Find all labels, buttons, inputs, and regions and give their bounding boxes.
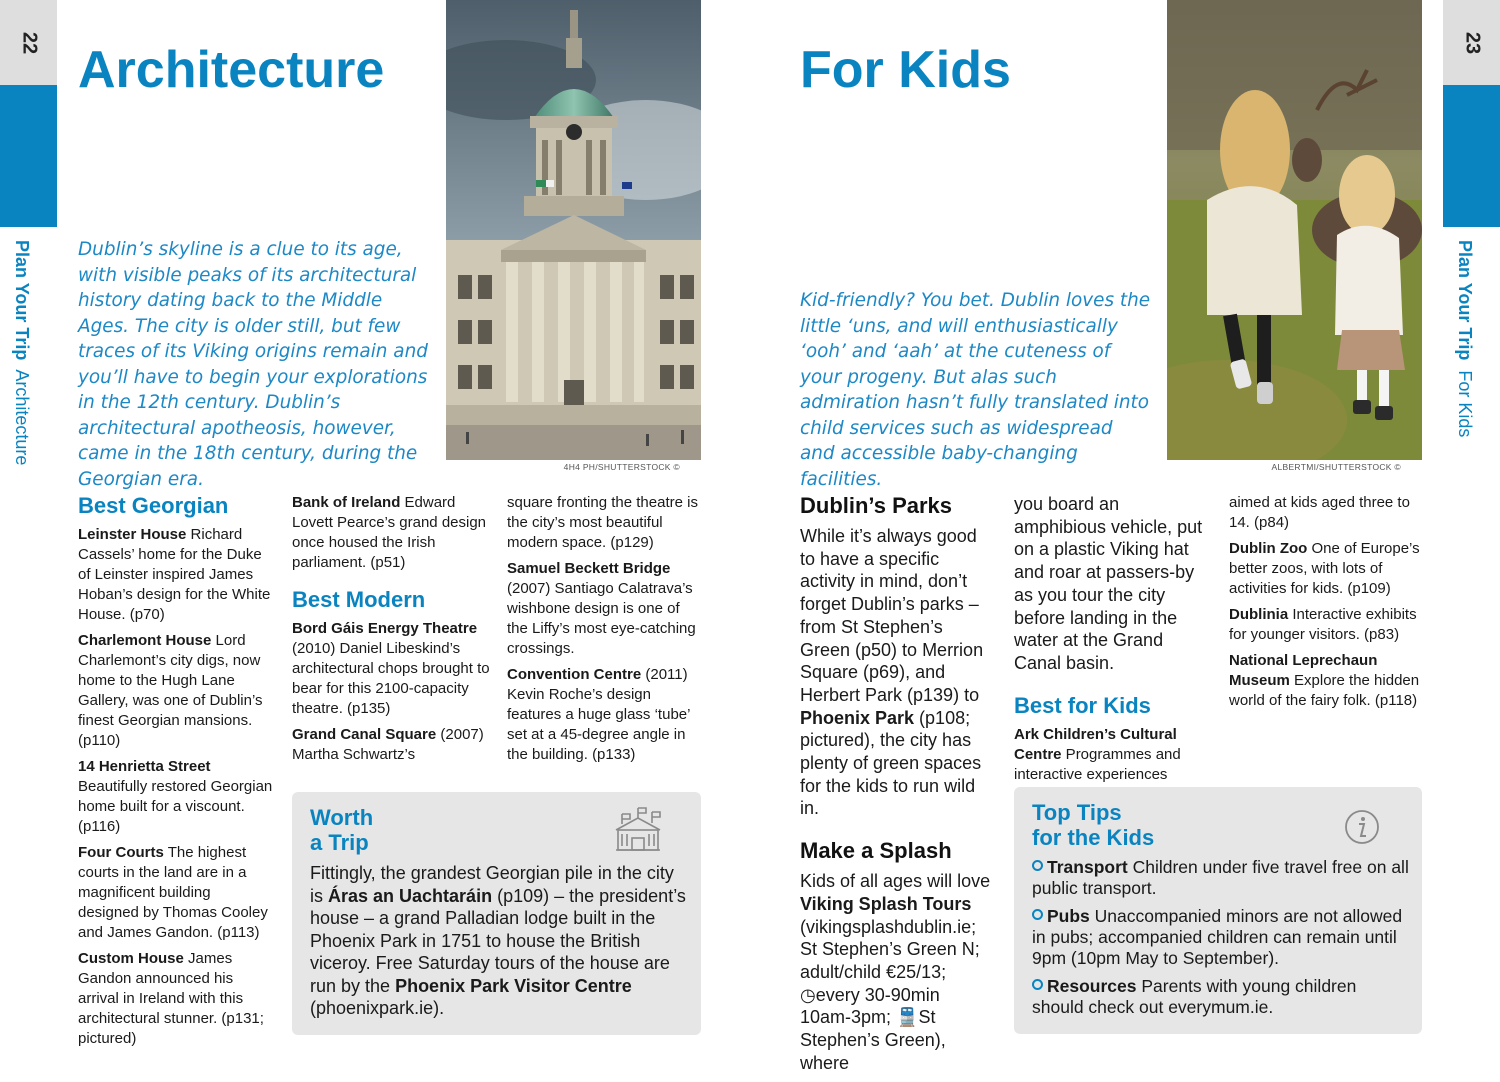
page-number-tab bbox=[1443, 0, 1500, 85]
entry-text: (2007) Santiago Calatrava’s wishbone design is one of the Liffy’s most eye-catching crossings. bbox=[507, 580, 696, 657]
entry-name: Bank of Ireland bbox=[292, 494, 401, 511]
list-item bbox=[78, 843, 274, 943]
paragraph-text: St Stephen’s Green), where bbox=[800, 1007, 946, 1073]
entry-text: Programmes and interactive experiences bbox=[1014, 745, 1181, 783]
parks-column bbox=[800, 493, 992, 1074]
entry-text: Interactive exhibits for younger visitors. (p83) bbox=[1229, 606, 1417, 643]
entry-name: 14 Henrietta Street bbox=[78, 758, 211, 775]
tip-text: Parents with young children should check out everymum.ie. bbox=[1032, 976, 1357, 1017]
paragraph-text: (vikingsplashdublin.ie; St Stephen’s Green N; adult/child €25/13; bbox=[800, 916, 980, 982]
list-item bbox=[292, 493, 492, 573]
paragraph-text: every 30-90min 10am-3pm; bbox=[800, 984, 940, 1028]
intro-text: Dublin’s skyline is a clue to its age, with visible peaks of its architectural history dating back to the Middle Ages. The city is older still, but few traces of its Viking origins remain and you’ll have to begin your explorations in the 12th century. Dublin’s architectural apotheosis, however, came in the 18th century, during the Georgian era. bbox=[78, 239, 428, 490]
running-head-chapter: For Kids bbox=[1455, 370, 1475, 438]
paragraph-text: (p108; pictured), the city has plenty of green spaces for the kids to run wild in. bbox=[800, 707, 982, 819]
entry-name: Grand Canal Square bbox=[292, 726, 437, 743]
custom-house-photo bbox=[446, 0, 701, 460]
viking-splash-tours: Viking Splash Tours bbox=[800, 893, 972, 914]
building-icon bbox=[612, 806, 664, 852]
tip-text: Unaccompanied minors are not allowed in pubs; accompanied children can remain until 9pm (10pm May to September). bbox=[1032, 906, 1403, 968]
list-item bbox=[1032, 906, 1412, 969]
top-tips-box bbox=[1014, 787, 1422, 1034]
entry-name: Samuel Beckett Bridge bbox=[507, 560, 671, 577]
section-tab bbox=[0, 85, 57, 227]
intro-text: Kid-friendly? You bet. Dublin loves the little ‘uns, and will enthusiastically ‘ooh’ and ‘aah’ at the cuteness of your progeny. But alas such admiration hasn’t fully translated into child services such as widespread and accessible baby-changing facilities. bbox=[800, 290, 1151, 490]
box-title-line: for the Kids bbox=[1032, 824, 1155, 850]
list-item bbox=[78, 631, 274, 751]
box-text: (phoenixpark.ie). bbox=[310, 998, 445, 1018]
entry-name: Custom House bbox=[78, 950, 184, 967]
best-for-kids-heading: Best for Kids bbox=[1014, 692, 1151, 718]
clock-icon: ◷ bbox=[800, 984, 816, 1005]
running-head-section: Plan Your Trip bbox=[12, 240, 32, 361]
box-text: (p109) – the president’s house – a grand Palladian lodge built in the Phoenix Park in 1751 to house the British viceroy. Free Saturday tours of the house are run by the bbox=[310, 885, 686, 996]
worth-a-trip-body bbox=[310, 862, 690, 1020]
list-item bbox=[1229, 651, 1421, 711]
entry-name: National Leprechaun Museum bbox=[1229, 652, 1378, 689]
list-item bbox=[1229, 605, 1421, 645]
paragraph-text: While it’s always good to have a specific activity in mind, don’t forget Dublin’s parks – from St Stephen’s Green (p50) to Merrion Square (p69), and Herbert Park (p139) to bbox=[800, 526, 984, 705]
tip-text: Children under five travel free on all public transport. bbox=[1032, 857, 1409, 898]
bullet-icon bbox=[1032, 909, 1043, 920]
entry-name: Bord Gáis Energy Theatre bbox=[292, 620, 478, 637]
entry-text: (2011) Kevin Roche’s design features a huge glass ‘tube’ set at a 45-degree angle in the building. (p133) bbox=[507, 666, 690, 763]
bullet-icon bbox=[1032, 979, 1043, 990]
bullet-icon bbox=[1032, 860, 1043, 871]
modern-continued-column bbox=[507, 493, 703, 771]
page-number-tab bbox=[0, 0, 57, 85]
entry-name: Convention Centre bbox=[507, 666, 642, 683]
photo-credit: ALBERTMI/SHUTTERSTOCK © bbox=[1271, 462, 1401, 472]
list-item bbox=[292, 619, 492, 719]
make-a-splash-heading: Make a Splash bbox=[800, 838, 952, 864]
info-icon bbox=[1344, 809, 1380, 845]
page-number: 23 bbox=[1461, 31, 1483, 54]
list-item bbox=[1014, 725, 1214, 785]
list-item-continuation: aimed at kids aged three to 14. (p84) bbox=[1229, 494, 1410, 531]
top-tips-title bbox=[1032, 801, 1154, 850]
tip-name: Pubs bbox=[1047, 906, 1090, 926]
box-title-line: a Trip bbox=[310, 829, 369, 855]
dublins-parks-heading: Dublin’s Parks bbox=[800, 493, 953, 518]
box-text: Fittingly, the grandest Georgian pile in the city is bbox=[310, 863, 674, 906]
worth-a-trip-box bbox=[292, 792, 701, 1035]
best-georgian-heading: Best Georgian bbox=[78, 493, 229, 518]
list-item-continuation: square fronting the theatre is the city’s most beautiful modern space. (p129) bbox=[507, 494, 698, 551]
tip-name: Resources bbox=[1047, 976, 1137, 996]
paragraph-text: Kids of all ages will love bbox=[800, 871, 991, 892]
list-item bbox=[507, 665, 703, 765]
tips-list bbox=[1032, 857, 1412, 1025]
best-modern-column bbox=[292, 493, 492, 771]
entry-text: Richard Cassels’ home for the Duke of Leinster inspired James Hoban’s design for the White House. (p70) bbox=[78, 526, 271, 623]
running-head bbox=[11, 240, 32, 465]
entry-name: Dublin Zoo bbox=[1229, 540, 1308, 557]
entry-text: (2010) Daniel Libeskind’s architectural chops brought to bear for this 2100-capacity theatre. (p135) bbox=[292, 640, 490, 717]
aras-an-uachtarain: Áras an Uachtaráin bbox=[328, 885, 493, 906]
page-title: For Kids bbox=[800, 41, 1011, 99]
entry-text: Lord Charlemont’s city digs, now home to the Hugh Lane Gallery, was one of Dublin’s finest Georgian mansions. (p110) bbox=[78, 632, 263, 749]
list-item bbox=[292, 725, 492, 765]
phoenix-park-visitor-centre: Phoenix Park Visitor Centre bbox=[395, 975, 632, 996]
running-head-chapter: Architecture bbox=[12, 369, 32, 466]
entry-name: Dublinia bbox=[1229, 606, 1289, 623]
phoenix-park: Phoenix Park bbox=[800, 707, 915, 728]
entry-text: (2007) Martha Schwartz’s bbox=[292, 726, 484, 763]
list-item bbox=[78, 949, 274, 1049]
entry-name: Four Courts bbox=[78, 844, 164, 861]
list-item bbox=[78, 525, 274, 625]
best-georgian-column bbox=[78, 493, 274, 1055]
running-head bbox=[1454, 240, 1475, 437]
best-for-kids-column bbox=[1014, 493, 1214, 791]
kids-list-column bbox=[1229, 493, 1421, 717]
entry-text: Explore the hidden world of the fairy folk. (p118) bbox=[1229, 672, 1420, 709]
splash-paragraph bbox=[800, 870, 992, 1074]
list-item bbox=[1229, 539, 1421, 599]
list-item bbox=[78, 757, 274, 837]
page-title: Architecture bbox=[78, 41, 385, 99]
tram-icon: 🚆 bbox=[896, 1007, 919, 1028]
box-title-line: Worth bbox=[310, 805, 374, 830]
list-item bbox=[507, 559, 703, 659]
entry-text: Edward Lovett Pearce’s grand design once housed the Irish parliament. (p51) bbox=[292, 494, 487, 571]
entry-text: Beautifully restored Georgian home built for a viscount. (p116) bbox=[78, 778, 273, 835]
list-item bbox=[1032, 976, 1412, 1018]
best-modern-heading: Best Modern bbox=[292, 587, 426, 612]
box-title-line: Top Tips bbox=[1032, 800, 1122, 825]
entry-text: One of Europe’s better zoos, with lots of activities for kids. (p109) bbox=[1229, 540, 1420, 597]
worth-a-trip-title bbox=[310, 806, 373, 855]
parks-paragraph bbox=[800, 525, 992, 820]
section-tab bbox=[1443, 85, 1500, 227]
entry-name: Leinster House bbox=[78, 526, 187, 543]
photo-credit: 4H4 PH/SHUTTERSTOCK © bbox=[563, 462, 680, 472]
list-item bbox=[1032, 857, 1412, 899]
running-head-section: Plan Your Trip bbox=[1455, 240, 1475, 361]
page-number: 22 bbox=[18, 31, 40, 54]
entry-name: Charlemont House bbox=[78, 632, 212, 649]
tip-name: Transport bbox=[1047, 857, 1128, 877]
entry-text: James Gandon announced his arrival in Ireland with this architectural stunner. (p131; pictured) bbox=[78, 950, 264, 1047]
children-deer-photo bbox=[1167, 0, 1422, 460]
splash-continuation: you board an amphibious vehicle, put on a plastic Viking hat and roar at passers-by as you tour the city before landing in the water at the Grand Canal basin. bbox=[1014, 494, 1203, 673]
entry-name: Ark Children’s Cultural Centre bbox=[1014, 725, 1177, 763]
entry-text: The highest courts in the land are in a magnificent building designed by Thomas Cooley and James Gandon. (p113) bbox=[78, 844, 268, 941]
